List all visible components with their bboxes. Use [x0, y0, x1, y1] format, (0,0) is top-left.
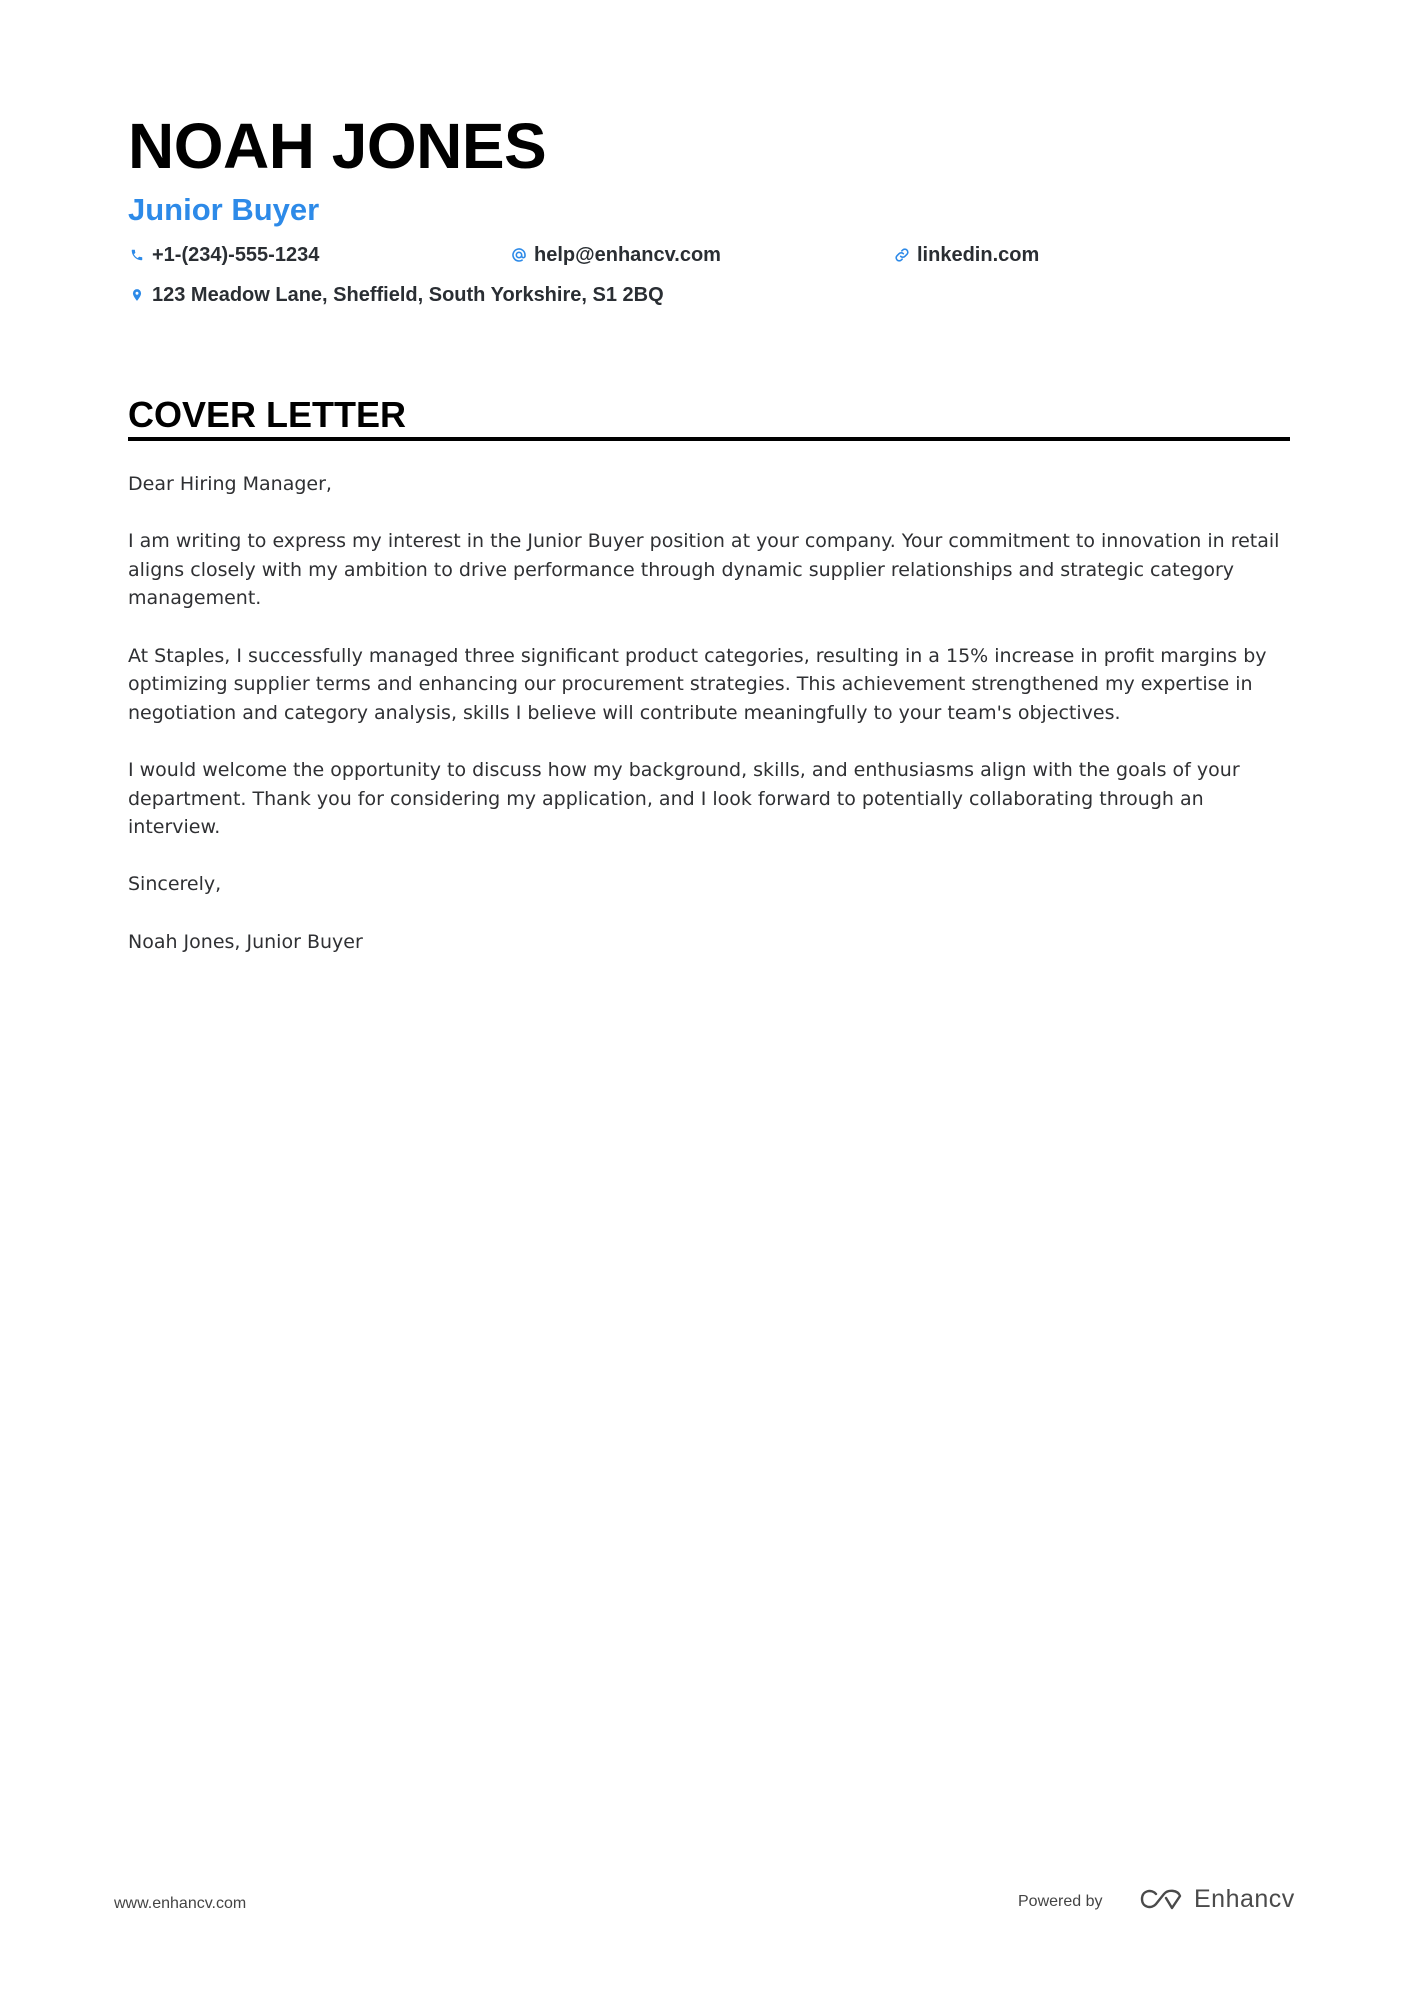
- letter-paragraph: I would welcome the opportunity to discuss how my background, skills, and enthusiasms align with the goals of your department. Thank you for considering my application, and I look forward to potentially collaborating through an interview.: [128, 758, 1240, 839]
- link-icon: [893, 246, 911, 264]
- powered-by-label: Powered by: [1018, 1893, 1103, 1910]
- letter-paragraph: At Staples, I successfully managed three significant product categories, resulting in a 15% increase in profit margins by optimizing supplier terms and enhancing our procurement strategies. This achievement strengthened my expertise in negotiation and category analysis, skills I believe will contribute meaningfully to your team's objectives.: [128, 644, 1267, 724]
- contact-email: [510, 242, 721, 268]
- letter-body: [128, 470, 1290, 985]
- section-divider: [128, 437, 1290, 441]
- letter-closing: Sincerely,: [128, 873, 222, 896]
- contact-website: [893, 242, 1039, 268]
- phone-text[interactable]: +1-(234)-555-1234: [152, 244, 320, 266]
- enhancv-logo-icon: [1138, 1886, 1184, 1912]
- at-icon: [510, 246, 528, 264]
- contact-phone: [128, 242, 319, 268]
- candidate-name: NOAH JONES: [128, 110, 547, 182]
- letter-paragraph: I am writing to express my interest in the Junior Buyer position at your company. Your commitment to innovation in retail aligns closely with my ambition to drive performance through dynamic supplier relationships and strategic category management.: [128, 530, 1280, 610]
- contact-location: [128, 282, 664, 308]
- footer-url[interactable]: www.enhancv.com: [114, 1895, 247, 1912]
- location-text: 123 Meadow Lane, Sheffield, South Yorkshire, S1 2BQ: [152, 284, 664, 306]
- section-title: COVER LETTER: [128, 394, 407, 435]
- brand-logo[interactable]: [1138, 1884, 1295, 1914]
- phone-icon: [128, 246, 146, 264]
- letter-signature: Noah Jones, Junior Buyer: [128, 930, 363, 953]
- email-text[interactable]: help@enhancv.com: [534, 244, 721, 266]
- brand-name: Enhancv: [1194, 1885, 1295, 1913]
- map-pin-icon: [128, 286, 146, 304]
- website-text[interactable]: linkedin.com: [917, 244, 1040, 266]
- letter-greeting: Dear Hiring Manager,: [128, 473, 332, 495]
- job-title: Junior Buyer: [128, 192, 320, 227]
